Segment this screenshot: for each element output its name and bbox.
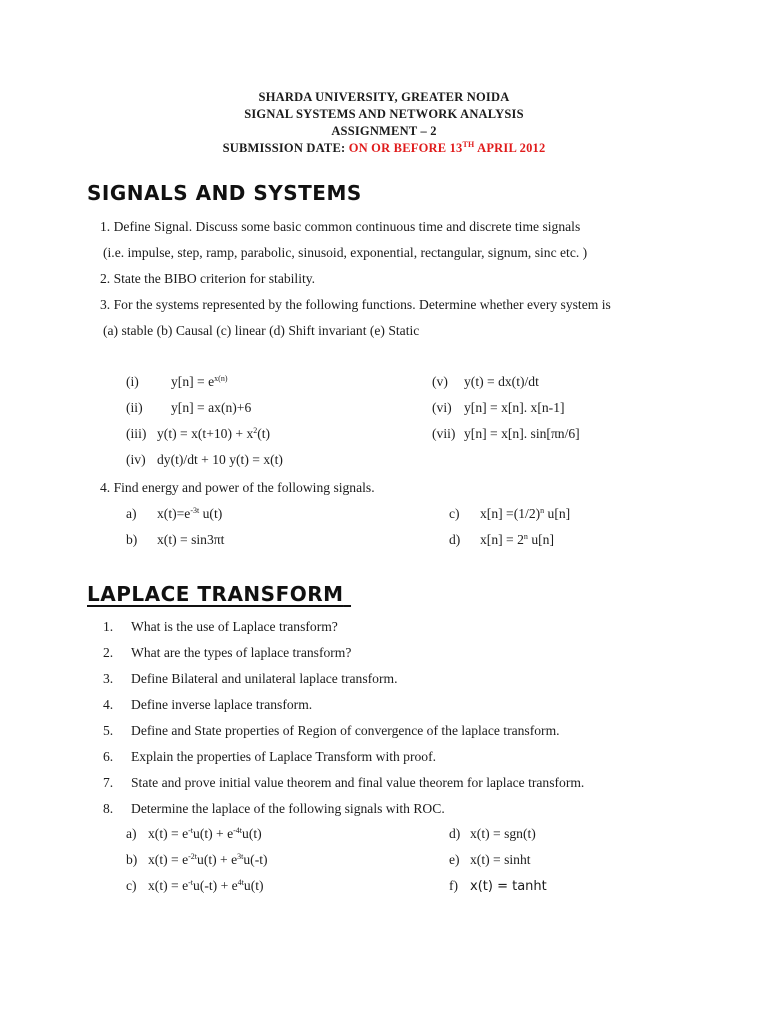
formula-text: u(t) + e [197,852,238,867]
section-title-laplace: LAPLACE TRANSFORM [87,582,344,606]
formula-text: y[n] = x[n]. sin[πn/6] [464,426,580,441]
laplace-signal-expression [470,878,547,894]
formula [171,374,227,389]
formula [464,374,539,389]
system-item-number: (v) [432,374,448,389]
formula [148,826,262,841]
laplace-question-number: 6. [103,749,114,764]
laplace-question-text: What is the use of Laplace transform? [131,619,338,634]
formula-text: u(t) [199,506,223,521]
formula-text: y[n] = e [171,374,215,389]
system-item-number: (vii) [432,426,456,441]
laplace-question-text: Explain the properties of Laplace Transform with proof. [131,749,437,764]
laplace-signal-expression [148,826,262,842]
energy-item-expression [480,506,570,522]
laplace-question-text: Define Bilateral and unilateral laplace transform. [131,671,398,686]
superscript: -t [188,878,194,887]
formula-text: x(t) = sgn(t) [470,826,536,841]
system-item-number: (vi) [432,400,452,415]
laplace-question-text: Determine the laplace of the following signals with ROC. [131,801,445,816]
laplace-question-text: Define and State properties of Region of convergence of the laplace transform. [131,723,560,738]
submission-label: SUBMISSION DATE: [222,141,349,155]
formula-text: u(-t) [243,852,268,867]
superscript: 4t [237,878,244,887]
formula-text: u[n] [544,506,571,521]
formula-text: x(t) = tanht [470,879,547,894]
formula [464,400,565,415]
laplace-signal-expression [148,852,268,868]
laplace-signal-number: b) [126,852,138,867]
superscript: -3t [190,506,200,515]
energy-item-number: c) [449,506,460,521]
formula-text: u(t) [243,878,264,893]
formula-text: u(-t) + e [193,878,238,893]
formula-text: u(t) [242,826,262,841]
energy-item-expression [157,506,222,522]
formula [464,426,580,441]
formula-text: x[n] = 2 [480,532,524,547]
laplace-signal-number: f) [449,878,459,893]
formula-text: x(t) = e [148,878,189,893]
laplace-question-text: State and prove initial value theorem and final value theorem for laplace transform. [131,775,585,790]
section-title-signals: SIGNALS AND SYSTEMS [87,181,362,205]
question-4: 4. Find energy and power of the following signals. [100,480,375,495]
superscript: x(n) [214,374,228,383]
superscript: -4t [233,826,243,835]
system-item-expression [464,400,565,416]
laplace-question-number: 1. [103,619,114,634]
energy-item-expression [480,532,554,548]
energy-item-number: a) [126,506,137,521]
formula-text: u[n] [527,532,554,547]
superscript: -t [188,826,194,835]
system-item-number: (i) [126,374,139,389]
formula-text: y[n] = ax(n)+6 [171,400,252,415]
superscript: n [523,532,528,541]
laplace-question-number: 7. [103,775,114,790]
energy-item-expression [157,532,224,548]
formula-text: x(t) = e [148,852,189,867]
formula [157,426,270,441]
system-item-expression [464,374,539,390]
system-item-expression [157,452,283,468]
system-item-expression [171,400,251,416]
submission-value: ON OR BEFORE 13TH APRIL 2012 [348,140,546,155]
laplace-question-number: 8. [103,801,114,816]
superscript: 2 [253,426,258,435]
formula-text: y(t) = x(t+10) + x [157,426,254,441]
formula-text: (t) [257,426,271,441]
system-item-number: (iv) [126,452,146,467]
laplace-question-number: 3. [103,671,114,686]
system-item-expression [157,426,270,442]
submission-date [0,141,768,156]
laplace-signal-number: e) [449,852,460,867]
energy-item-number: b) [126,532,138,547]
formula-text: u(t) + e [193,826,234,841]
laplace-question-number: 4. [103,697,114,712]
laplace-signal-number: a) [126,826,137,841]
question-1-detail: (i.e. impulse, step, ramp, parabolic, sinusoid, exponential, rectangular, signum, sinc etc. ) [103,245,588,260]
question-1: 1. Define Signal. Discuss some basic common continuous time and discrete time signals [100,219,581,234]
superscript: 3t [237,852,244,861]
question-3-detail: (a) stable (b) Causal (c) linear (d) Shift invariant (e) Static [103,323,420,338]
formula-text: y(t) = dx(t)/dt [464,374,539,389]
formula-text: x(t) = sinht [470,852,531,867]
laplace-question-text: What are the types of laplace transform? [131,645,352,660]
university-name: SHARDA UNIVERSITY, GREATER NOIDA [258,90,510,104]
system-item-number: (iii) [126,426,147,441]
formula [148,878,264,893]
formula [480,532,554,547]
assignment-number: ASSIGNMENT – 2 [331,124,437,138]
question-3: 3. For the systems represented by the following functions. Determine whether every system is [100,297,611,312]
formula-text: x(t) = e [148,826,189,841]
formula [480,506,570,521]
laplace-signal-expression [470,852,531,868]
formula [148,852,268,867]
laplace-question-number: 5. [103,723,114,738]
course-title: SIGNAL SYSTEMS AND NETWORK ANALYSIS [244,107,524,121]
formula [157,532,224,547]
system-item-expression [171,374,227,390]
laplace-signal-expression [470,826,536,842]
laplace-question-number: 2. [103,645,114,660]
formula-text: x[n] =(1/2) [480,506,541,521]
laplace-question-text: Define inverse laplace transform. [131,697,313,712]
superscript: -2t [188,852,198,861]
laplace-signal-expression [148,878,264,894]
formula [157,506,222,521]
formula-text: dy(t)/dt + 10 y(t) = x(t) [157,452,283,467]
formula [157,452,283,467]
formula-text: x(t)=e [157,506,191,521]
laplace-signal-number: d) [449,826,461,841]
formula [171,400,251,415]
superscript: n [540,506,545,515]
question-2: 2. State the BIBO criterion for stability. [100,271,316,286]
formula-text: y[n] = x[n]. x[n-1] [464,400,565,415]
system-item-number: (ii) [126,400,143,415]
laplace-signal-number: c) [126,878,137,893]
formula-text: x(t) = sin3πt [157,532,225,547]
energy-item-number: d) [449,532,461,547]
system-item-expression [464,426,580,442]
